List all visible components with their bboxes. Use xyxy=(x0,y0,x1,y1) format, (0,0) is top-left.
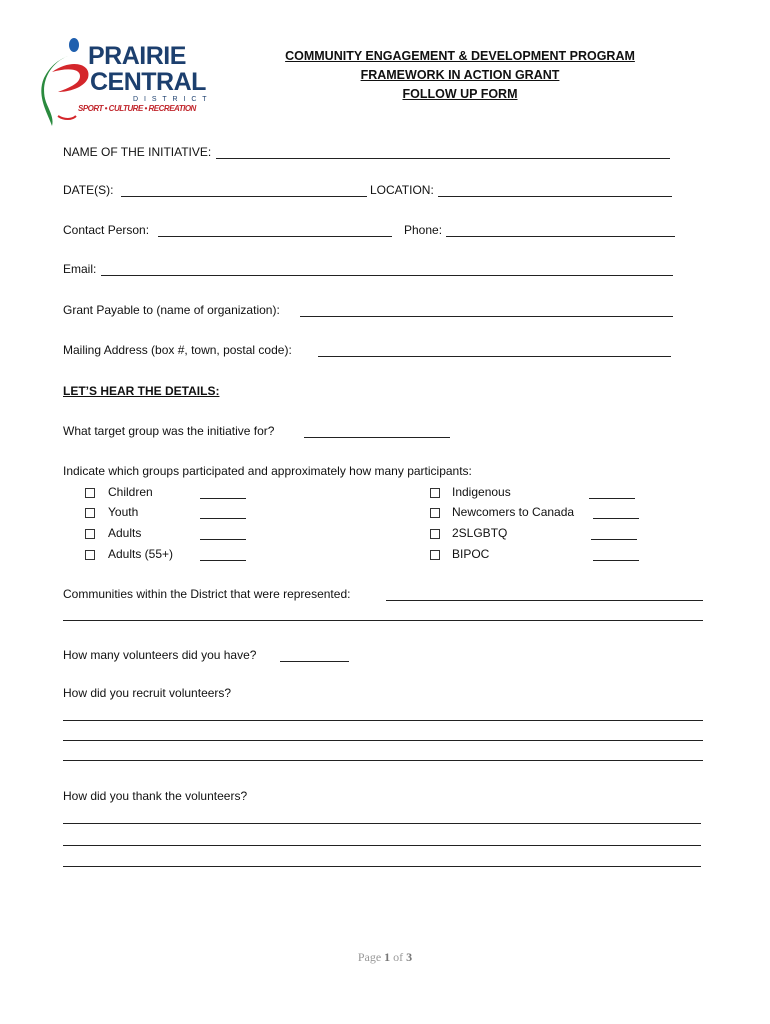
target-field[interactable] xyxy=(304,437,450,438)
checkbox-bipoc[interactable] xyxy=(430,550,440,560)
page-current: 1 xyxy=(384,950,391,964)
checkbox-indigenous[interactable] xyxy=(430,488,440,498)
newcomers-count-field[interactable] xyxy=(593,518,639,519)
details-heading: LET’S HEAR THE DETAILS: xyxy=(63,384,220,398)
checkbox-youth[interactable] xyxy=(85,508,95,518)
email-field[interactable] xyxy=(101,275,673,276)
group-bipoc-label: BIPOC xyxy=(452,547,490,561)
indicate-label: Indicate which groups participated and approximately how many participants: xyxy=(63,464,472,478)
volunteers-count-field[interactable] xyxy=(280,661,349,662)
thank-field-line-2[interactable] xyxy=(63,845,701,846)
location-field[interactable] xyxy=(438,196,672,197)
2slgbtq-count-field[interactable] xyxy=(591,539,637,540)
adults-55-count-field[interactable] xyxy=(200,560,246,561)
recruit-field-line-2[interactable] xyxy=(63,740,703,741)
group-indigenous-label: Indigenous xyxy=(452,485,511,499)
dates-field[interactable] xyxy=(121,196,367,197)
group-adults-55-label: Adults (55+) xyxy=(108,547,174,561)
payable-field[interactable] xyxy=(300,316,673,317)
prairie-central-logo xyxy=(38,30,213,130)
header-line-2: FRAMEWORK IN ACTION GRANT xyxy=(360,68,560,82)
group-2slgbtq-label: 2SLGBTQ xyxy=(452,526,508,540)
phone-field[interactable] xyxy=(446,236,675,237)
location-label: LOCATION: xyxy=(370,183,434,197)
page-prefix: Page xyxy=(357,950,385,964)
checkbox-2slgbtq[interactable] xyxy=(430,529,440,539)
page-of: of xyxy=(390,950,407,964)
mailing-label: Mailing Address (box #, town, postal code): xyxy=(63,343,292,357)
checkbox-adults-55[interactable] xyxy=(85,550,95,560)
target-label: What target group was the initiative for? xyxy=(63,424,275,438)
logo-tagline: SPORT • CULTURE • RECREATION xyxy=(78,104,196,113)
recruit-field-line-1[interactable] xyxy=(63,720,703,721)
dates-label: DATE(S): xyxy=(63,183,114,197)
checkbox-children[interactable] xyxy=(85,488,95,498)
thank-field-line-3[interactable] xyxy=(63,866,701,867)
communities-field-line-2[interactable] xyxy=(63,620,703,621)
group-youth-label: Youth xyxy=(108,505,139,519)
initiative-label: NAME OF THE INITIATIVE: xyxy=(63,145,212,159)
payable-label: Grant Payable to (name of organization): xyxy=(63,303,280,317)
adults-count-field[interactable] xyxy=(200,539,246,540)
bipoc-count-field[interactable] xyxy=(593,560,639,561)
children-count-field[interactable] xyxy=(200,498,246,499)
communities-field[interactable] xyxy=(386,600,703,601)
logo-district: D I S T R I C T xyxy=(133,96,209,103)
checkbox-newcomers[interactable] xyxy=(430,508,440,518)
indigenous-count-field[interactable] xyxy=(589,498,635,499)
email-label: Email: xyxy=(63,262,97,276)
header-line-1: COMMUNITY ENGAGEMENT & DEVELOPMENT PROGRAM xyxy=(285,49,635,63)
communities-label: Communities within the District that were represented: xyxy=(63,587,351,601)
phone-label: Phone: xyxy=(404,223,443,237)
contact-label: Contact Person: xyxy=(63,223,150,237)
logo-word-prairie: PRAIRIE xyxy=(88,42,186,70)
page-number xyxy=(0,950,770,965)
youth-count-field[interactable] xyxy=(200,518,246,519)
initiative-field[interactable] xyxy=(216,158,670,159)
thank-field-line-1[interactable] xyxy=(63,823,701,824)
group-adults-label: Adults xyxy=(108,526,142,540)
volunteers-count-label: How many volunteers did you have? xyxy=(63,648,257,662)
thank-label: How did you thank the volunteers? xyxy=(63,789,248,803)
logo-word-central: CENTRAL xyxy=(90,68,206,96)
group-newcomers-label: Newcomers to Canada xyxy=(452,505,575,519)
header-line-3: FOLLOW UP FORM xyxy=(402,87,518,101)
checkbox-adults[interactable] xyxy=(85,529,95,539)
recruit-field-line-3[interactable] xyxy=(63,760,703,761)
mailing-field[interactable] xyxy=(318,356,671,357)
page-total: 3 xyxy=(406,950,413,964)
recruit-label: How did you recruit volunteers? xyxy=(63,686,232,700)
group-children-label: Children xyxy=(108,485,153,499)
contact-field[interactable] xyxy=(158,236,392,237)
